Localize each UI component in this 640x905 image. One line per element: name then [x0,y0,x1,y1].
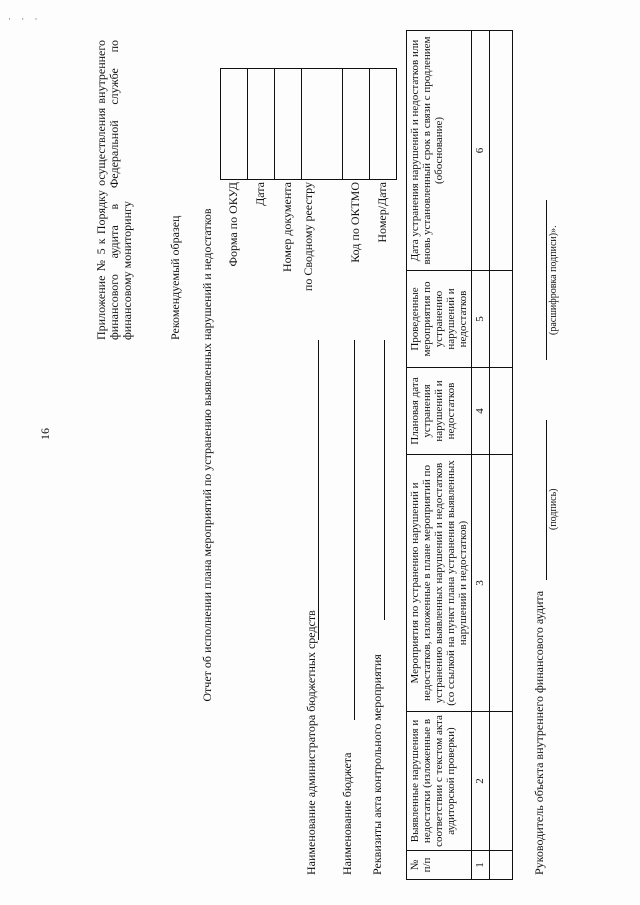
code-cell [248,69,275,180]
code-label-oktmo: Код по ОКТМО [348,182,362,263]
rotated-form [70,30,560,880]
empty-cell [490,31,513,271]
scan-marks: · · · [8,14,42,24]
field-admin: Наименование администратора бюджетных средств [304,610,318,875]
requisites-underline [384,340,385,620]
col-number: 3 [472,455,490,712]
appendix-header: Приложение № 5 к Порядку осуществления внутреннего финансового аудита в Федеральной службе по финансовому мониторингу [94,40,134,340]
page-number: 16 [38,428,52,440]
col-header: Плановая дата устранения нарушений и недостатков [407,368,472,455]
col-number: 5 [472,271,490,368]
code-cell [343,69,370,180]
field-requisites: Реквизиты акта контрольного мероприятия [370,654,384,875]
decode-caption: (расшифровка подписи)». [548,225,559,335]
col-header: Выявленные нарушения и недостатки (изложенные в соответствии с текстом акта аудиторской проверки) [407,712,472,851]
empty-cell [490,455,513,712]
signature-line [546,420,547,580]
col-number: 4 [472,368,490,455]
code-label-registry: по Сводному реестру [301,182,315,292]
empty-cell [490,712,513,851]
col-header: Дата устранения нарушений и недостатков или вновь установленный срок в связи с продлением (обоснование) [407,31,472,271]
sample-label: Рекомендуемый образец [168,215,182,340]
code-cell [221,69,248,180]
table-row [490,31,513,880]
table-header-row [407,31,472,880]
col-header: № п/п [407,851,472,880]
codes-box [220,68,397,180]
empty-cell [490,851,513,880]
signature-caption: (подпись) [548,488,559,530]
col-header: Мероприятия по устранению нарушений и недостатков, изложенные в плане мероприятий по устранению выявленных нарушений и недостатков (со ссылкой на пункт плана устранения выявленных нарушений и недостатков) [407,455,472,712]
code-label-numdate: Номер/Дата [375,182,389,243]
measures-table [406,30,513,880]
code-label-date: Дата [253,182,267,206]
col-number: 6 [472,31,490,271]
empty-cell [490,271,513,368]
col-number: 2 [472,712,490,851]
code-label-docnum: Номер документа [280,182,294,273]
code-label-okud: Форма по ОКУД [226,182,240,267]
col-number: 1 [472,851,490,880]
code-cell [302,69,343,180]
code-cell [275,69,302,180]
budget-underline [354,340,355,720]
signature-label: Руководитель объекта внутреннего финансового аудита [532,590,546,875]
empty-cell [490,368,513,455]
code-cell [370,69,397,180]
col-header: Проведенные мероприятия по устранению нарушений и недостатков [407,271,472,368]
code-labels [220,182,396,380]
decode-line [546,200,547,360]
admin-underline [318,340,319,640]
field-budget: Наименование бюджета [340,752,354,875]
table-number-row [472,31,490,880]
report-title: Отчет об исполнении плана мероприятий по устранению выявленных нарушений и недостатков [200,208,214,702]
